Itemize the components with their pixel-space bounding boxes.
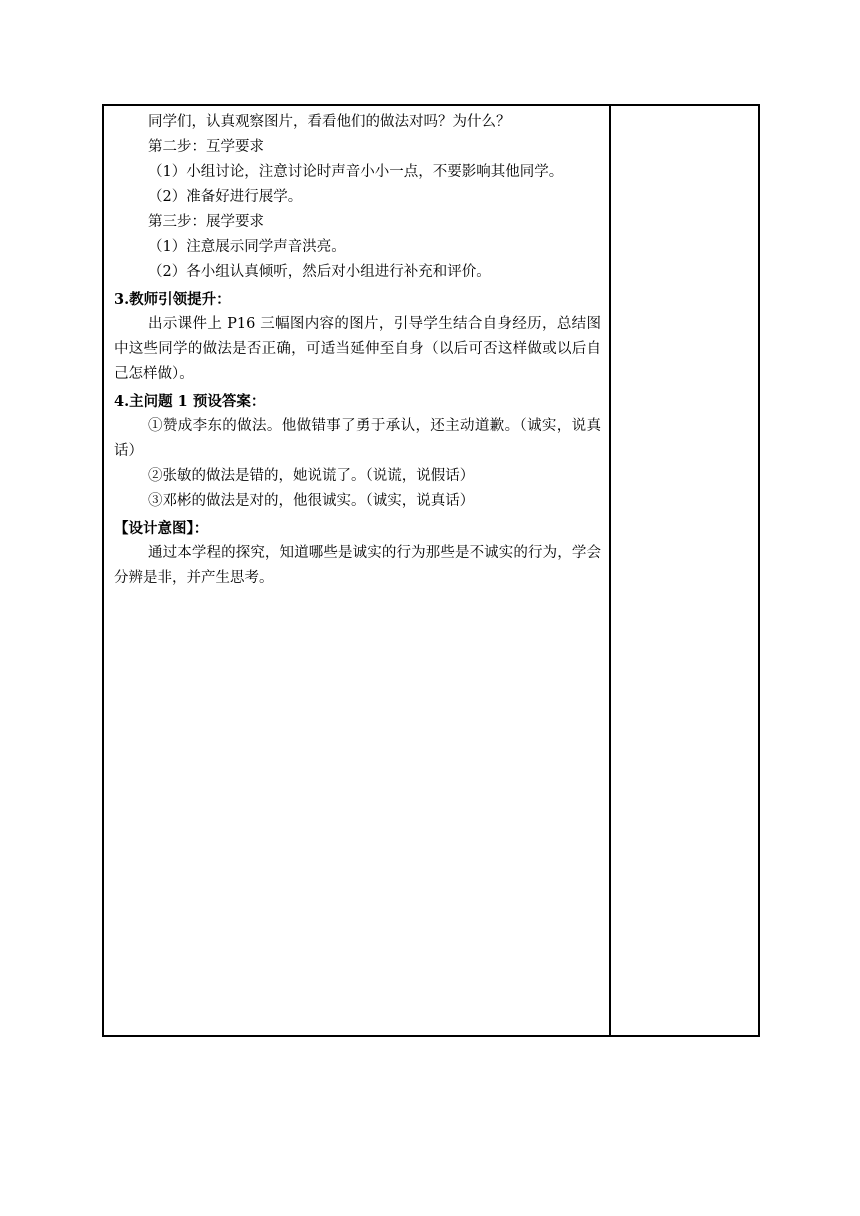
step-two-item-2: （2）准备好进行展学。 [148,189,303,205]
answer-2: ②张敏的做法是错的，她说谎了。（说谎，说假话） [148,468,475,484]
section-heading-4: 4.主问题 1 预设答案： [114,393,266,410]
content-cell [104,106,609,1035]
answer-1: ①赞成李东的做法。他做错事了勇于承认，还主动道歉。（诚实，说真话） [114,418,601,459]
step-three-item-1: （1）注意展示同学声音洪亮。 [148,239,346,255]
step-two-item-1: （1）小组讨论，注意讨论时声音小小一点，不要影响其他同学。 [148,164,564,180]
notes-cell [611,106,758,1035]
section-heading-3: 3.教师引领提升： [114,291,231,308]
step-three-title: 第三步：展学要求 [148,214,264,230]
design-intent-heading: 【设计意图】： [114,520,209,537]
lesson-table [102,104,760,1037]
design-intent-paragraph: 通过本学程的探究，知道哪些是诚实的行为那些是不诚实的行为，学会分辨是非，并产生思考。 [114,545,601,586]
step-two-title: 第二步：互学要求 [148,139,264,155]
answer-3: ③邓彬的做法是对的，他很诚实。（诚实，说真话） [148,493,475,509]
teacher-guidance-paragraph: 出示课件上 P16 三幅图内容的图片，引导学生结合自身经历，总结图中这些同学的做法是否正确，可适当延伸至自身（以后可否这样做或以后自己怎样做）。 [114,316,601,382]
intro-line: 同学们，认真观察图片，看看他们的做法对吗？为什么？ [148,114,511,130]
step-three-item-2: （2）各小组认真倾听，然后对小组进行补充和评价。 [148,264,491,280]
